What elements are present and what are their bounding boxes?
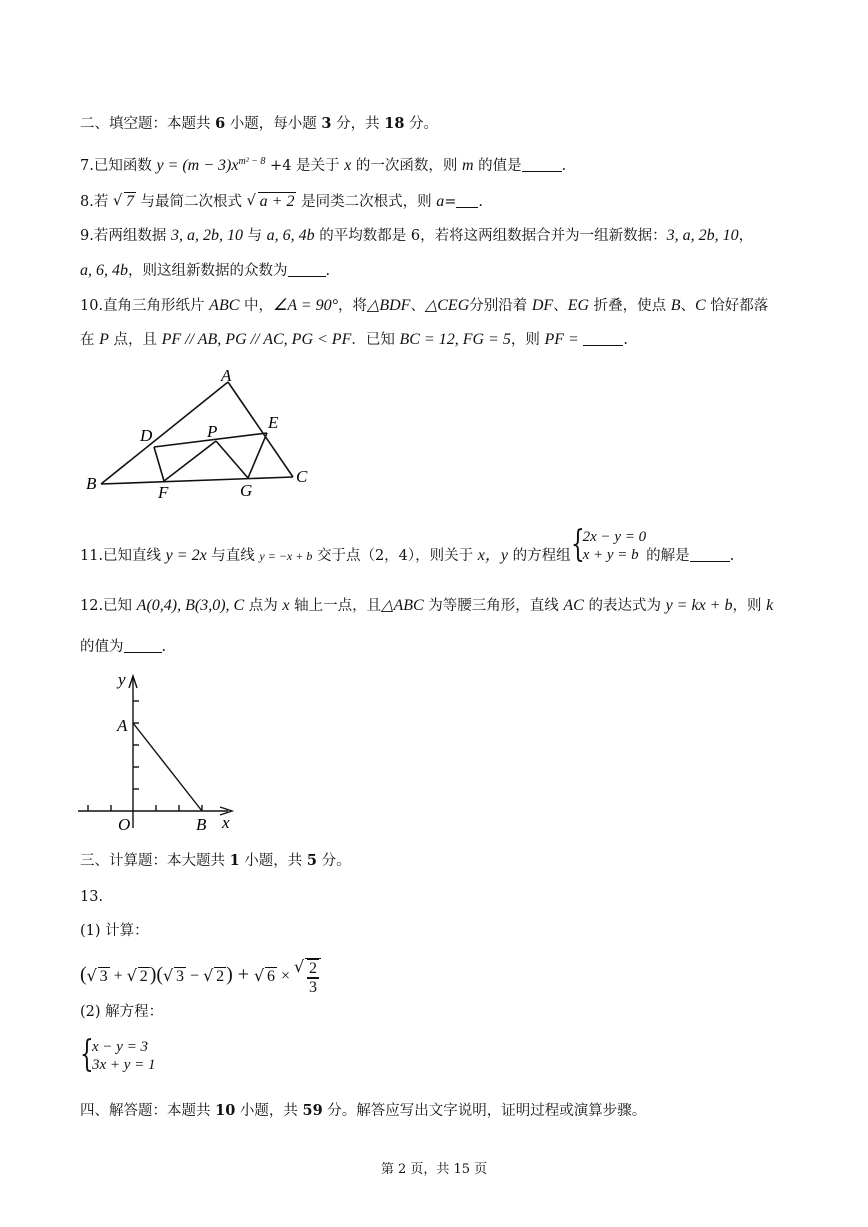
radicand: a + 2: [259, 193, 295, 210]
punctuation: =: [444, 194, 457, 210]
answer-blank[interactable]: [124, 638, 162, 653]
question-text: 12.已知: [80, 598, 137, 614]
equation-system: [570, 524, 647, 565]
question-10-line-2: [80, 330, 628, 350]
data-set: 3, a, 2b, 10: [170, 227, 243, 244]
question-text: 为等腰三角形，直线: [423, 598, 564, 614]
question-text: 点，且: [108, 332, 162, 348]
operator: +: [109, 967, 127, 985]
heading-total: 59: [302, 1102, 323, 1119]
question-text: 折叠，使点: [589, 298, 671, 314]
question-text: +4 是关于: [265, 157, 345, 174]
page-footer: 第 2 页，共 15 页: [380, 1162, 488, 1177]
edge-ac: [228, 382, 293, 477]
variable: x: [344, 156, 352, 174]
section-2-heading: [80, 114, 438, 134]
heading-text: 二、填空题：本题共: [80, 116, 216, 132]
segment: DF: [531, 297, 554, 314]
question-text: 9.若两组数据: [80, 228, 171, 244]
question-text: 在: [80, 332, 100, 348]
segment: PF =: [544, 331, 579, 348]
question-text: 11.已知直线: [80, 548, 166, 564]
question-text: 的表达式为: [583, 598, 666, 614]
radicand: 6: [267, 967, 276, 985]
radical: [254, 967, 277, 987]
numerator: √ 2: [309, 960, 318, 977]
label-a: A: [221, 366, 232, 385]
heading-text: 分。: [317, 853, 351, 869]
question-8: [80, 192, 483, 212]
data-set: a, 6, 4b: [80, 262, 128, 279]
variable: a: [436, 193, 445, 210]
paren: (: [80, 963, 87, 986]
radical-fraction: [294, 958, 321, 996]
variable: k: [766, 597, 774, 614]
paren: )(: [149, 963, 164, 986]
line-equation: y = 2x: [165, 547, 207, 564]
question-text: 的方程组: [507, 548, 571, 564]
condition: PF // AB, PG // AC, PG < PF: [161, 331, 352, 348]
triangle-name: △ABC: [381, 597, 424, 614]
section-3-heading: [80, 851, 351, 871]
question-9-line-1: [80, 226, 753, 246]
question-text: 与: [242, 228, 267, 244]
answer-blank[interactable]: [690, 547, 730, 562]
question-text: 的值为: [80, 639, 124, 655]
heading-total: 18: [384, 115, 405, 132]
radicand: 3: [99, 967, 108, 985]
answer-blank[interactable]: [583, 331, 623, 346]
punctuation: .: [161, 639, 167, 655]
given-values: BC = 12, FG = 5: [399, 331, 511, 348]
heading-text: 小题，每小题: [225, 116, 322, 132]
punctuation: ，: [738, 228, 754, 244]
punctuation: .: [325, 263, 331, 279]
angle: ∠A = 90°: [273, 297, 339, 314]
equation-system: [80, 1034, 156, 1075]
heading-count: 10: [215, 1102, 236, 1119]
question-text: 点为: [244, 598, 283, 614]
radicand: 2: [139, 967, 148, 985]
question-13-number: 13.: [80, 889, 104, 905]
heading-text: 四、解答题：本题共: [80, 1103, 216, 1119]
segment-pg: [216, 441, 248, 478]
radicand: 3: [176, 967, 185, 985]
label-y-axis: y: [118, 670, 126, 689]
label-a: A: [117, 716, 128, 735]
operator: ×: [277, 967, 295, 985]
radicand: 7: [125, 193, 134, 210]
segment: EG: [567, 297, 590, 314]
heading-text: 三、计算题：本大题共: [80, 853, 230, 869]
label-b: B: [86, 474, 97, 493]
label-p: P: [207, 422, 218, 441]
data-set: 3, a, 2b, 10: [666, 227, 739, 244]
triangle-name: △BDF: [367, 297, 411, 314]
radical: [203, 967, 226, 987]
radical: [113, 192, 136, 212]
question-text: 交于点（2，4），则关于: [312, 548, 478, 564]
radical: [87, 967, 110, 987]
question-text: 的平均数都是 6，若将这两组数据合并为一组新数据：: [314, 228, 667, 244]
question-text: ，则这组新数据的众数为: [128, 263, 288, 279]
question-13-equation-system: [80, 1034, 156, 1075]
label-origin: O: [118, 815, 131, 834]
label-x-axis: x: [222, 813, 230, 832]
question-7: [80, 152, 566, 176]
punctuation: 、: [553, 298, 568, 314]
equation: 2x − y = 0: [582, 529, 647, 545]
point: B: [670, 297, 681, 314]
question-text: 的一次函数，则: [351, 157, 462, 174]
variable: x: [282, 597, 290, 614]
punctuation: .: [623, 332, 629, 348]
question-text: 10.直角三角形纸片: [80, 298, 210, 314]
question-number: 8.: [80, 194, 94, 210]
coordinate-figure: [78, 668, 248, 838]
heading-count: 6: [215, 115, 226, 132]
line-equation: y = −x + b: [259, 549, 313, 563]
heading-points: 3: [321, 115, 332, 132]
brace: {: [80, 1034, 94, 1075]
answer-blank[interactable]: [456, 193, 478, 208]
question-text: 是同类二次根式，则: [296, 194, 437, 210]
paren: ) +: [226, 963, 255, 986]
punctuation: .: [729, 548, 735, 564]
label-e: E: [268, 413, 279, 432]
fold-df: [154, 447, 164, 481]
label-g: G: [240, 481, 253, 500]
label-c: C: [296, 467, 308, 486]
radicand: 2: [216, 967, 225, 985]
denominator: 3: [309, 979, 318, 996]
answer-blank[interactable]: [522, 157, 562, 172]
triangle-fold-figure: [80, 365, 320, 505]
question-9-line-2: [80, 261, 330, 281]
brace: {: [570, 524, 585, 565]
question-text: 轴上一点，且: [289, 598, 382, 614]
question-13-part-1-label: (1) 计算：: [80, 923, 149, 939]
radical: [127, 967, 150, 987]
question-11: [80, 524, 735, 574]
question-13-expression: [80, 958, 321, 996]
question-10-line-1: [80, 296, 768, 316]
question-number: 7.: [80, 157, 94, 174]
punctuation: 、: [680, 298, 696, 314]
section-4-heading: [80, 1101, 646, 1121]
radical: [163, 967, 186, 987]
question-text: ，将: [338, 298, 368, 314]
radical: [247, 192, 297, 212]
question-text: 的解是: [646, 548, 690, 564]
edge-bc: [101, 477, 293, 484]
equation: x + y = b: [582, 547, 639, 563]
question-12-line-2: [80, 637, 166, 657]
heading-text: 小题，共: [235, 1103, 303, 1119]
points: A(0,4), B(3,0), C: [136, 597, 245, 614]
punctuation: .: [561, 157, 567, 174]
exponent: m² − 8: [238, 156, 266, 167]
heading-text: 分。解答应写出文字说明，证明过程或演算步骤。: [322, 1103, 647, 1119]
question-text: 恰好都落: [705, 298, 769, 314]
segment: AC: [563, 597, 584, 614]
question-13-part-2-label: (2) 解方程：: [80, 1004, 164, 1020]
question-text: ，则: [732, 598, 767, 614]
question-text: 已知函数: [93, 157, 157, 174]
segment-fp: [164, 441, 216, 481]
question-text: ．已知: [351, 332, 400, 348]
answer-blank[interactable]: [288, 262, 326, 277]
punctuation: .: [478, 194, 483, 210]
question-text: 中，: [239, 298, 273, 314]
heading-total: 5: [306, 852, 318, 869]
data-set: a, 6, 4b: [266, 227, 315, 244]
question-text: 的值是: [473, 157, 522, 174]
segment-ab: [133, 723, 202, 811]
function-formula: y = (m − 3)x: [156, 156, 239, 174]
heading-text: 小题，共: [239, 853, 307, 869]
triangle-name: ABC: [209, 297, 240, 314]
heading-count: 1: [229, 852, 240, 869]
equation: x − y = 3: [92, 1039, 149, 1055]
question-12-line-1: [80, 596, 773, 616]
heading-text: 分。: [404, 116, 439, 132]
point: P: [99, 331, 109, 348]
punctuation: 、: [410, 298, 425, 314]
y-ticks: [133, 701, 139, 789]
question-text: ，则: [510, 332, 545, 348]
triangle-name: △CEG: [424, 297, 470, 314]
line-equation: y = kx + b: [665, 597, 733, 614]
variable: m: [461, 156, 474, 174]
variables: x，y: [477, 547, 508, 564]
label-d: D: [140, 426, 153, 445]
operator: −: [186, 967, 204, 985]
point: C: [695, 297, 706, 314]
question-text: 分别沿着: [469, 298, 532, 314]
question-text: 若: [93, 194, 113, 210]
x-ticks: [88, 805, 202, 811]
heading-text: 分，共: [331, 116, 385, 132]
label-b: B: [196, 815, 207, 834]
label-f: F: [158, 483, 169, 502]
equation: 3x + y = 1: [92, 1057, 156, 1073]
question-text: 与直线: [206, 548, 260, 564]
fold-eg: [248, 433, 267, 478]
question-text: 与最简二次根式: [135, 194, 247, 210]
